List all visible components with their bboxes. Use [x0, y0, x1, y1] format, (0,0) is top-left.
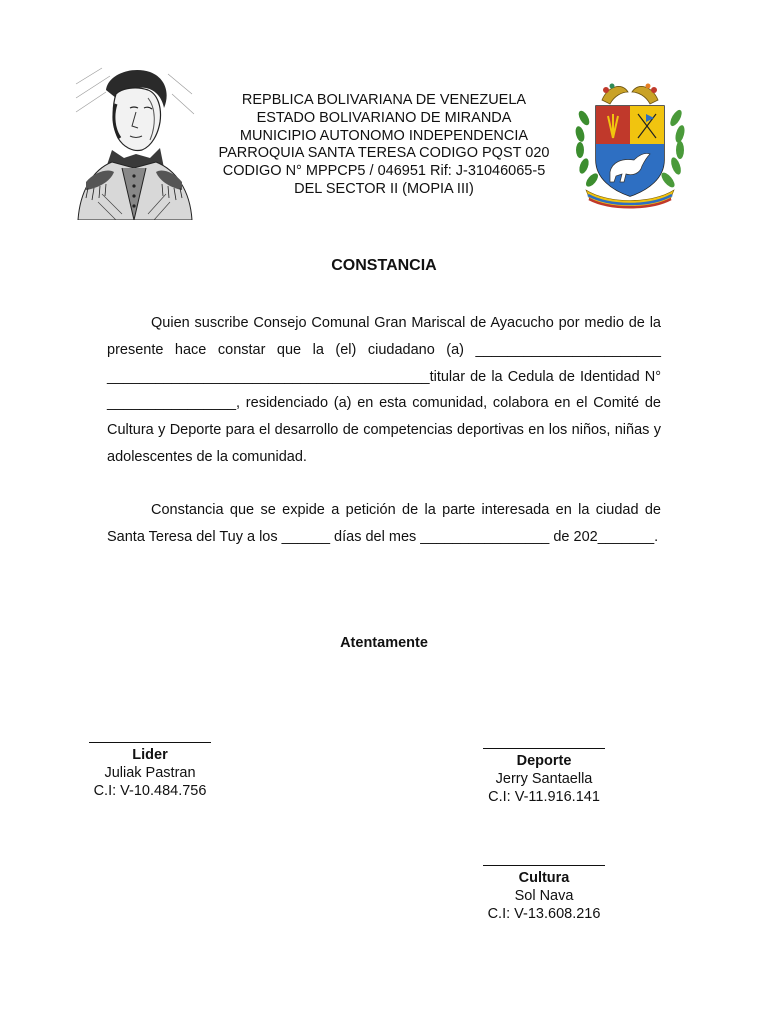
header-line-country: REPBLICA BOLIVARIANA DE VENEZUELA: [241, 92, 527, 108]
signature-line: [89, 742, 211, 743]
certificate-text: Quien suscribe Consejo Comunal Gran Mariscal de Ayacucho por medio de la presente hace constar que la (el) ciudadano (a) _______________________ ________________________________________titular de la Cedula de Identidad N° ________________, residenciado (a) en esta comunidad, colabora en el Comité de Cultura y Deporte para el desarrollo de competencias deportivas en los niños, niñas y adolescentes de la comunidad.: [107, 315, 661, 465]
signature-block-lider: [70, 742, 230, 800]
signature-role: Deporte: [516, 753, 572, 769]
signature-role: Cultura: [518, 870, 570, 886]
institution-header: [200, 92, 568, 199]
signature-id: C.I: V-10.484.756: [93, 783, 207, 799]
signature-name: Juliak Pastran: [104, 765, 196, 781]
signature-line: [483, 748, 605, 749]
issuance-text: Constancia que se expide a petición de la parte interesada en la ciudad de Santa Teresa del Tuy a los ______ días del mes ________________ de 202_______.: [107, 502, 661, 545]
signature-id: C.I: V-13.608.216: [487, 906, 601, 922]
header-line-parish: PARROQUIA SANTA TERESA CODIGO PQST 020: [218, 145, 550, 162]
certificate-paragraph: [107, 310, 661, 471]
coat-of-arms-icon: [572, 78, 688, 212]
closing-text: Atentamente: [340, 635, 428, 651]
header-line-state: ESTADO BOLIVARIANO DE MIRANDA: [256, 109, 512, 126]
portrait-engraving-icon: [72, 64, 196, 220]
signature-name: Jerry Santaella: [495, 771, 593, 787]
signature-role: Lider: [132, 747, 168, 763]
issuance-paragraph: [107, 497, 661, 551]
signature-name: Sol Nava: [514, 888, 574, 904]
header-line-municipality: MUNICIPIO AUTONOMO INDEPENDENCIA: [239, 127, 529, 144]
document-title: CONSTANCIA: [331, 257, 437, 274]
signature-block-deporte: [464, 748, 624, 806]
header-line-sector: DEL SECTOR II (MOPIA III): [294, 180, 474, 197]
signature-line: [483, 865, 605, 866]
signature-id: C.I: V-11.916.141: [488, 789, 600, 805]
signature-block-cultura: [464, 865, 624, 923]
header-line-code: CODIGO N° MPPCP5 / 046951 Rif: J-31046065-5: [222, 163, 546, 180]
